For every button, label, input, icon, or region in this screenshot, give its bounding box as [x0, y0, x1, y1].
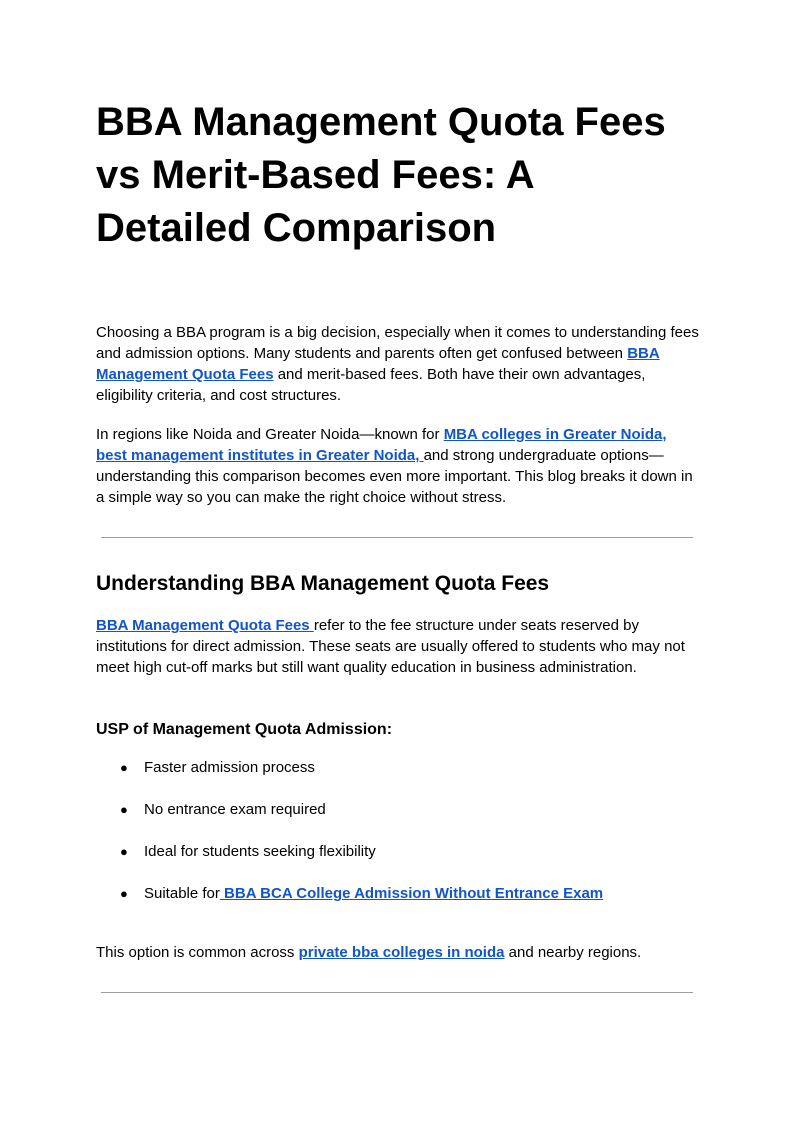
link-bba-bca-admission-without-exam[interactable]: BBA BCA College Admission Without Entrance Exam [219, 885, 604, 902]
bullet-text: No entrance exam required [144, 801, 326, 818]
bullet-text-with-link [144, 883, 603, 904]
link-private-bba-colleges-noida[interactable]: private bba colleges in noida [298, 944, 505, 961]
section-text-1: refer to the fee structure under seats reserved by institutions for direct admission. These seats are usually offered to students who may not meet high cut-off marks but still want quality education in business administration. [96, 617, 685, 676]
link-bba-management-quota-fees[interactable]: BBA Management Quota Fees [96, 345, 660, 383]
bullet-text: Suitable for [144, 885, 220, 902]
section-paragraph-2 [96, 942, 699, 963]
bullet-icon: ● [120, 844, 128, 859]
section-paragraph-1 [96, 615, 699, 678]
section-text-2b: and nearby regions. [504, 944, 642, 961]
intro-text-2b: and strong undergraduate options—understanding this comparison becomes even more important. This blog breaks it down in a simple way so you can make the right choice without stress. [96, 447, 693, 506]
intro-text-2a: In regions like Noida and Greater Noida—known for [96, 426, 444, 443]
section-text-2a: This option is common across [96, 944, 299, 961]
bullet-icon: ● [120, 760, 128, 775]
link-best-management-institutes[interactable]: best management institutes in Greater Noida, [96, 447, 424, 464]
usp-subheading: USP of Management Quota Admission: [96, 721, 393, 738]
intro-text-1a: Choosing a BBA program is a big decision, especially when it comes to understanding fees and admission options. Many students and parents often get confused between [96, 324, 699, 362]
horizontal-divider-2 [101, 992, 693, 993]
bullet-text: Faster admission process [144, 759, 315, 776]
page-title: BBA Management Quota Fees vs Merit-Based Fees: A Detailed Comparison [96, 100, 666, 250]
link-bba-management-quota-fees-2[interactable]: BBA Management Quota Fees [96, 617, 314, 634]
intro-paragraph-2 [96, 424, 699, 508]
bullet-icon: ● [120, 886, 128, 901]
intro-text-1b: and merit-based fees. Both have their own advantages, eligibility criteria, and cost structures. [96, 366, 646, 404]
intro-paragraph-1 [96, 322, 699, 406]
link-mba-colleges-greater-noida[interactable]: MBA colleges in Greater Noida [443, 426, 663, 443]
link-separator: , [662, 426, 667, 443]
horizontal-divider-1 [101, 537, 693, 538]
bullet-icon: ● [120, 802, 128, 817]
bullet-text: Ideal for students seeking flexibility [144, 843, 376, 860]
section-heading-management-quota: Understanding BBA Management Quota Fees [96, 572, 550, 595]
